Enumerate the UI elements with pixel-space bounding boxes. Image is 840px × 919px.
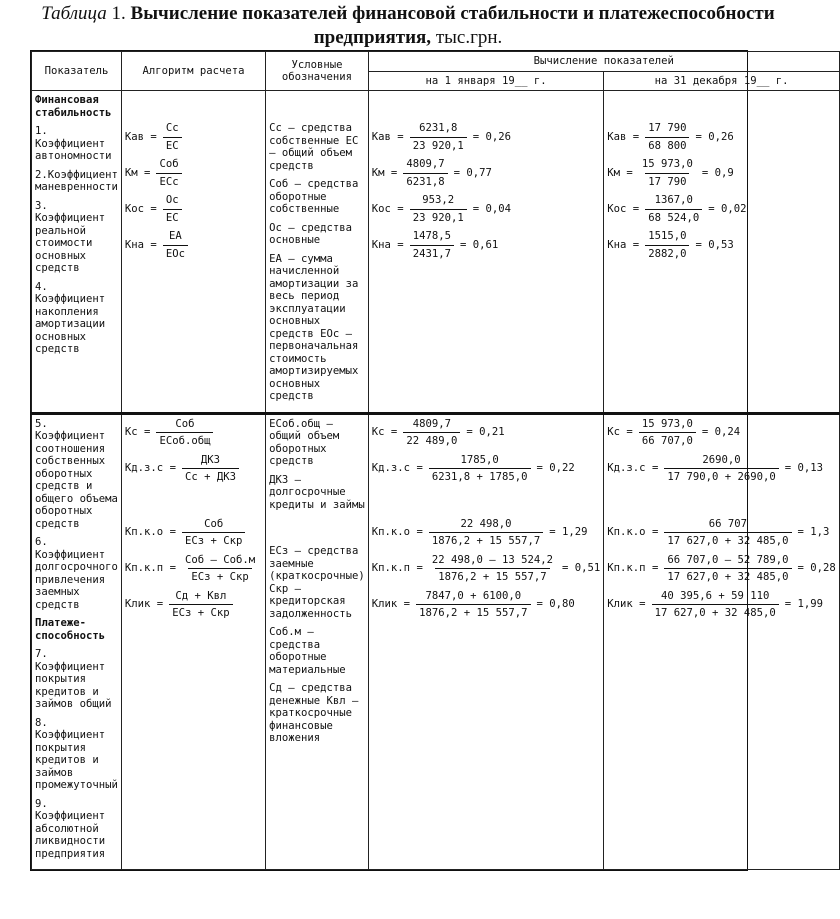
algorithm-formula (125, 554, 262, 584)
fraction (163, 194, 182, 224)
numerator: ДКЗ (200, 453, 221, 466)
formula-lhs: Кс = (371, 426, 398, 439)
value-start-formula (372, 518, 588, 548)
fraction (639, 158, 696, 188)
fraction (429, 554, 556, 584)
formula-result: = 1,3 (797, 526, 830, 539)
formula-lhs: Кд.з.с = (607, 462, 659, 475)
denominator: 6231,8 + 1785,0 (429, 468, 531, 484)
numerator: 22 498,0 (460, 517, 512, 530)
header-date-start: на 1 января 19__ г. (368, 71, 604, 91)
formula-lhs: Кав = (607, 130, 640, 143)
numerator: Сс (165, 122, 179, 134)
notation-cell (266, 413, 369, 870)
table-row (32, 413, 840, 870)
denominator: 2882,0 (645, 245, 689, 261)
formula-result: = 0,61 (459, 238, 499, 251)
notation-text: Сд — средства денежные Квл — краткосрочные финансовые вложения (269, 682, 359, 744)
numerator: 40 395,6 + 59 110 (660, 589, 770, 602)
numerator: 1785,0 (460, 453, 499, 466)
value-start-formula (372, 122, 511, 152)
algorithm-cell (121, 91, 265, 414)
fraction (429, 518, 543, 548)
value-end-formula (607, 454, 823, 484)
denominator: 1876,2 + 15 557,7 (429, 532, 543, 548)
formula-lhs: Кос = (124, 202, 157, 215)
formula-result: = 0,13 (784, 462, 824, 475)
fraction (416, 590, 530, 620)
value-start-formula (372, 230, 498, 260)
notation-text: Ос — средства основные (269, 221, 353, 246)
numerator: 1367,0 (654, 194, 693, 206)
indicator-name: 6. Коэффициент долгосрочного привлечения заемных средств (35, 536, 118, 611)
indicator-name: 7. Коэффициент покрытия кредитов и займов общий (35, 648, 112, 710)
numerator: 4809,7 (406, 158, 445, 170)
formula-result: = 1,99 (784, 598, 824, 611)
indicator-name: 8. Коэффициент покрытия кредитов и займов промежуточный (35, 716, 118, 791)
algorithm-formula (125, 158, 186, 188)
fraction (182, 518, 245, 548)
fraction (156, 158, 181, 188)
numerator: 7847,0 + 6100,0 (425, 589, 522, 602)
title-label: Таблица (41, 3, 107, 24)
fraction (410, 122, 467, 152)
value-end-formula (607, 230, 733, 260)
numerator: ЕА (169, 230, 182, 242)
fraction (639, 418, 696, 448)
value-start-formula (372, 554, 601, 584)
value-end-cell (604, 413, 840, 870)
algorithm-formula (125, 518, 249, 548)
value-end-formula (607, 418, 740, 448)
formula-lhs: Клик = (124, 598, 164, 611)
numerator: 1478,5 (412, 230, 451, 242)
algorithm-formula (125, 122, 186, 152)
indicators-table (30, 50, 836, 871)
value-start-cell (368, 413, 604, 870)
value-end-formula (607, 158, 733, 188)
fraction (664, 554, 791, 584)
numerator: Соб (204, 517, 224, 530)
notation-text: ЕА — сумма начисленной амортизации за весь период эксплуатации основных средств ЕОс — первоначальная стоимость амортизируемых основных средств (269, 252, 359, 402)
numerator: 66 707 (708, 517, 748, 530)
denominator: 17 790,0 + 2690,0 (664, 468, 778, 484)
indicator-cell (32, 91, 122, 414)
numerator: 953,2 (422, 194, 455, 206)
fraction (664, 454, 778, 484)
denominator: 17 790 (645, 173, 689, 189)
fraction (664, 518, 791, 548)
numerator: 2690,0 (702, 453, 741, 466)
header-calculation: Вычисление показателей (368, 52, 839, 72)
numerator: Сд + Квл (175, 589, 227, 602)
fraction (410, 230, 454, 260)
section-heading: Финансовая стабильность (35, 94, 112, 119)
algorithm-formula (125, 194, 186, 224)
numerator: Соб (175, 417, 195, 430)
denominator: 1876,2 + 15 557,7 (416, 604, 530, 620)
notation-text: Соб — средства оборотные собственные (269, 178, 359, 215)
formula-result: = 0,9 (701, 166, 734, 179)
algorithm-formula (125, 230, 192, 260)
fraction (156, 418, 213, 448)
formula-result: = 0,21 (466, 426, 505, 439)
title-unit: тыс.грн. (435, 27, 503, 48)
formula-lhs: Кп.к.п = (607, 562, 659, 575)
formula-result: = 0,53 (695, 238, 734, 251)
denominator: 2431,7 (410, 245, 454, 261)
formula-lhs: Кос = (607, 202, 640, 215)
indicator-cell (32, 413, 122, 870)
denominator: ЕОс (163, 245, 188, 261)
numerator: 22 498,0 – 13 524,2 (431, 553, 554, 566)
table-row (32, 91, 840, 414)
fraction (182, 554, 258, 584)
title-number: 1. (111, 3, 126, 24)
denominator: ЕСз + Скр (188, 568, 251, 584)
value-end-formula (607, 518, 829, 548)
formula-lhs: Клик = (371, 598, 411, 611)
formula-lhs: Кп.к.п = (371, 562, 423, 575)
formula-lhs: Км = (607, 166, 633, 179)
denominator: 17 627,0 + 32 485,0 (664, 568, 791, 584)
formula-lhs: Кп.к.о = (124, 526, 176, 539)
denominator: 22 489,0 (403, 432, 460, 448)
numerator: Соб – Соб.м (184, 553, 256, 566)
formula-lhs: Кос = (371, 202, 404, 215)
fraction (652, 590, 779, 620)
numerator: 17 790 (648, 122, 687, 134)
value-end-formula (607, 194, 746, 224)
fraction (645, 230, 689, 260)
fraction (403, 158, 447, 188)
formula-lhs: Кп.к.о = (371, 526, 423, 539)
formula-lhs: Кд.з.с = (124, 462, 176, 475)
section-heading: Платеже-способность (35, 617, 106, 642)
denominator: 17 627,0 + 32 485,0 (664, 532, 791, 548)
indicator-name: 1. Коэффициент автономности (35, 125, 112, 162)
value-end-formula (607, 590, 823, 620)
value-start-formula (372, 454, 575, 484)
header-notation: Условные обозначения (266, 52, 369, 91)
value-end-formula (607, 122, 733, 152)
formula-result: = 0,26 (472, 130, 511, 143)
indicator-name: 9. Коэффициент абсолютной ликвидности предприятия (35, 797, 106, 860)
formula-result: = 0,28 (797, 562, 836, 575)
denominator: 17 627,0 + 32 485,0 (652, 604, 779, 620)
formula-lhs: Кна = (607, 238, 640, 251)
algorithm-formula (125, 418, 218, 448)
fraction (645, 194, 702, 224)
fraction (403, 418, 460, 448)
indicator-name: 3. Коэффициент реальной стоимости основных средств (35, 199, 106, 274)
fraction (182, 454, 239, 484)
algorithm-cell (121, 413, 265, 870)
formula-result: = 0,02 (708, 202, 747, 215)
formula-lhs: Кс = (607, 426, 633, 439)
numerator: 15 973,0 (641, 158, 693, 170)
denominator: Сс + ДКЗ (182, 468, 239, 484)
value-start-cell (368, 91, 604, 414)
indicator-name: 5. Коэффициент соотношения собственных оборотных средств и общего объема оборотных средств (35, 417, 118, 530)
formula-result: = 0,77 (453, 166, 492, 179)
denominator: ЕС (163, 137, 182, 153)
formula-lhs: Км = (371, 166, 398, 179)
formula-lhs: Кс = (124, 426, 151, 439)
denominator: 23 920,1 (410, 137, 467, 153)
denominator: 68 524,0 (645, 209, 702, 225)
formula-lhs: Км = (124, 166, 151, 179)
fraction (163, 230, 188, 260)
formula-result: = 1,29 (549, 526, 588, 539)
formula-lhs: Кд.з.с = (371, 462, 423, 475)
table-title (0, 2, 816, 50)
formula-lhs: Кна = (371, 238, 404, 251)
algorithm-formula (125, 454, 243, 484)
formula-result: = 0,04 (472, 202, 511, 215)
formula-lhs: Кав = (124, 130, 157, 143)
denominator: ЕСз + Скр (169, 604, 232, 620)
fraction (429, 454, 531, 484)
header-indicator: Показатель (32, 52, 122, 91)
denominator: 68 800 (645, 137, 689, 153)
denominator: 66 707,0 (639, 432, 696, 448)
value-start-formula (372, 194, 511, 224)
denominator: ЕСоб.общ (156, 432, 213, 448)
fraction (410, 194, 467, 224)
title-main: Вычисление показателей финансовой стабильности и платежеспособности предприятия, (130, 3, 775, 48)
formula-lhs: Кав = (371, 130, 404, 143)
numerator: Соб (159, 158, 179, 170)
denominator: 6231,8 (403, 173, 447, 189)
notation-text: Соб.м — средства оборотные материальные (269, 626, 346, 676)
formula-result: = 0,22 (536, 462, 575, 475)
fraction (169, 590, 232, 620)
formula-result: = 0,24 (701, 426, 741, 439)
notation-text: Сс — средства собственные ЕС — общий объем средств (269, 122, 359, 172)
denominator: 1876,2 + 15 557,7 (435, 568, 549, 584)
header-algorithm: Алгоритм расчета (121, 52, 265, 91)
header-date-end: на 31 декабря 19__ г. (604, 71, 840, 91)
value-start-formula (372, 590, 575, 620)
algorithm-formula (125, 590, 237, 620)
indicator-name: 2.Коэффициент маневренности (35, 168, 118, 193)
value-end-cell (604, 91, 840, 414)
notation-text: ЕСоб.общ — общий объем оборотных средств (269, 417, 340, 467)
fraction (645, 122, 689, 152)
numerator: 66 707,0 – 52 789,0 (667, 553, 789, 566)
numerator: 15 973,0 (641, 417, 693, 430)
value-start-formula (372, 158, 492, 188)
value-end-formula (607, 554, 836, 584)
formula-result: = 0,80 (536, 598, 575, 611)
denominator: ЕС (163, 209, 182, 225)
numerator: Ос (165, 194, 179, 206)
numerator: 6231,8 (419, 122, 458, 134)
notation-cell (266, 91, 369, 414)
denominator: ЕСз + Скр (182, 532, 245, 548)
notation-text: ЕСз — средства заемные (краткосрочные) Скр — кредиторская задолженность (269, 545, 365, 620)
numerator: 1515,0 (648, 230, 687, 242)
formula-lhs: Клик = (607, 598, 646, 611)
value-start-formula (372, 418, 505, 448)
numerator: 4809,7 (412, 417, 451, 430)
formula-lhs: Кна = (124, 238, 157, 251)
denominator: ЕСс (156, 173, 181, 189)
fraction (163, 122, 182, 152)
formula-lhs: Кп.к.п = (124, 562, 176, 575)
formula-result: = 0,26 (695, 130, 734, 143)
formula-lhs: Кп.к.о = (607, 526, 659, 539)
indicator-name: 4. Коэффициент накопления амортизации основных средств (35, 280, 106, 355)
formula-result: = 0,51 (562, 562, 601, 575)
notation-text: ДКЗ — долгосрочные кредиты и займы (269, 473, 365, 511)
denominator: 23 920,1 (410, 209, 467, 225)
